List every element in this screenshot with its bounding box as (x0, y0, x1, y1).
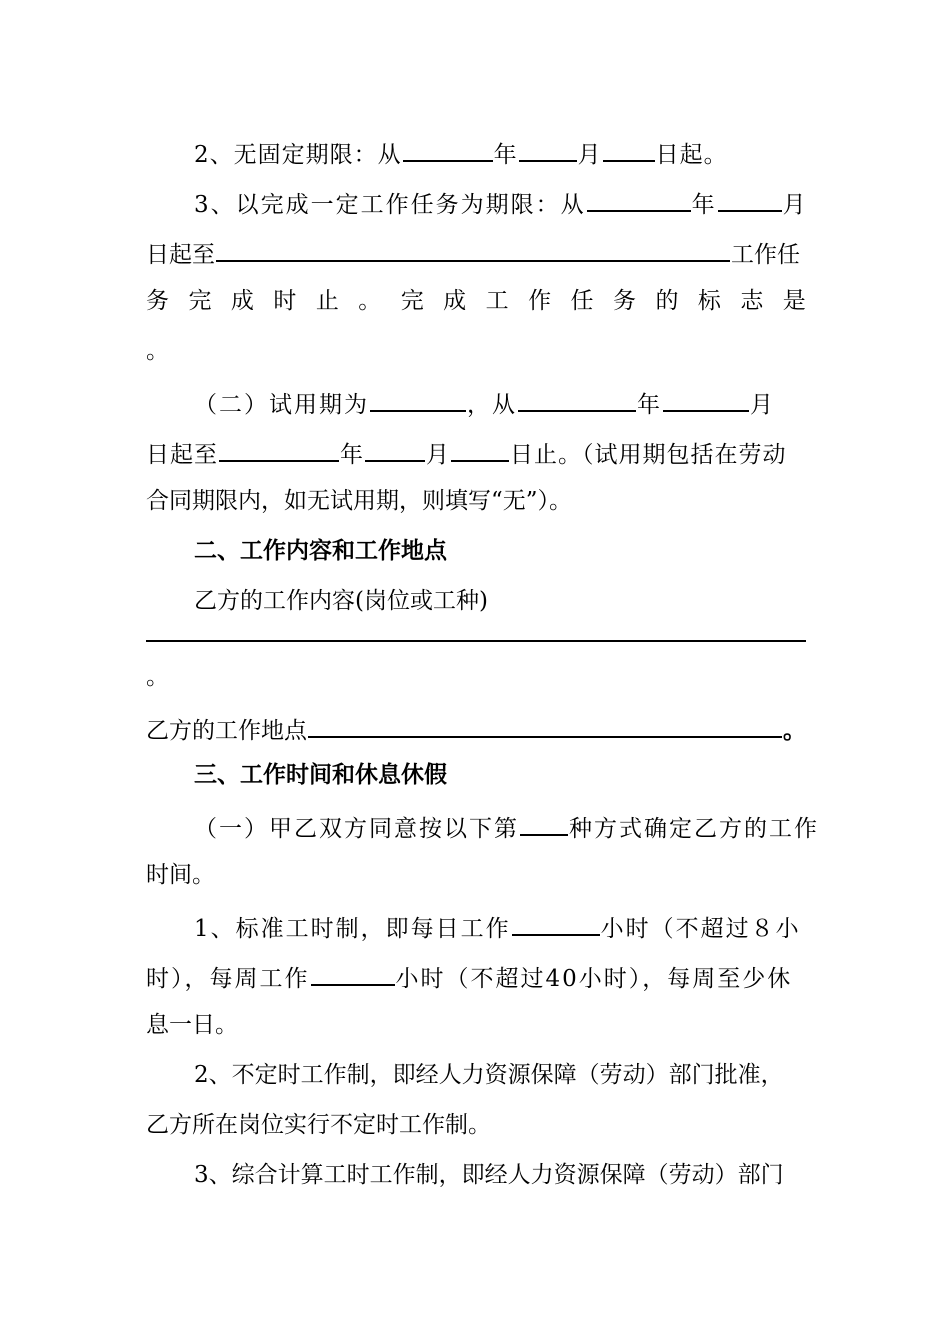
clause-task-term-cont: 日起至 工作任 (146, 236, 806, 266)
blank-month (663, 386, 749, 412)
clause-task-term: 3、以完成一定工作任务为期限：从 年 月 (194, 186, 806, 216)
blank-daily-hours (512, 910, 600, 936)
blank-year (518, 386, 636, 412)
section-heading-work-content: 二、工作内容和工作地点 (194, 538, 447, 564)
blank-weekly-hours (311, 960, 395, 986)
clause-hours-method-cont: 时间。 (146, 862, 215, 888)
clause-open-ended-term: 2、无固定期限：从 年 月 日起。 (194, 136, 806, 166)
clause-standard-hours-cont: 时），每周工作 小时（不超过40小时），每周至少休 (146, 960, 806, 990)
clause-standard-hours: 1、标准工时制，即每日工作 小时（不超过８小 (194, 910, 806, 940)
work-content-label: 乙方的工作内容(岗位或工种) (194, 588, 488, 614)
blank-month (519, 136, 577, 162)
clause-task-completion: 务 完 成 时 止 。 完 成 工 作 任 务 的 标 志 是 (146, 288, 806, 314)
blank-probation-length (370, 386, 466, 412)
period: 。 (146, 664, 169, 690)
blank-month (365, 436, 425, 462)
clause-hours-method: （一）甲乙双方同意按以下第 种方式确定乙方的工作 (194, 810, 806, 840)
clause-comprehensive-hours: 3、综合计算工时工作制，即经人力资源保障（劳动）部门 (194, 1162, 784, 1188)
clause-flexible-hours-cont: 乙方所在岗位实行不定时工作制。 (146, 1112, 491, 1138)
blank-method-number (520, 810, 568, 836)
blank-task (216, 236, 730, 262)
work-location-line: 乙方的工作地点 。 (146, 712, 806, 742)
clause-flexible-hours: 2、不定时工作制，即经人力资源保障（劳动）部门批准， (194, 1062, 784, 1088)
period: 。 (146, 338, 169, 364)
blank-year (403, 136, 493, 162)
blank-year (219, 436, 339, 462)
clause-probation-cont: 日起至 年 月 日止。（试用期包括在劳动 (146, 436, 806, 466)
section-heading-working-hours: 三、工作时间和休息休假 (194, 762, 447, 788)
blank-day (451, 436, 509, 462)
clause-probation-note: 合同期限内，如无试用期，则填写“无”）。 (146, 488, 573, 514)
blank-year (587, 186, 691, 212)
blank-work-content (146, 640, 806, 642)
clause-standard-hours-end: 息一日。 (146, 1012, 238, 1038)
clause-probation: （二）试用期为 ，从 年 月 (194, 386, 806, 416)
blank-month (718, 186, 782, 212)
blank-work-location (308, 712, 782, 738)
blank-day (603, 136, 655, 162)
